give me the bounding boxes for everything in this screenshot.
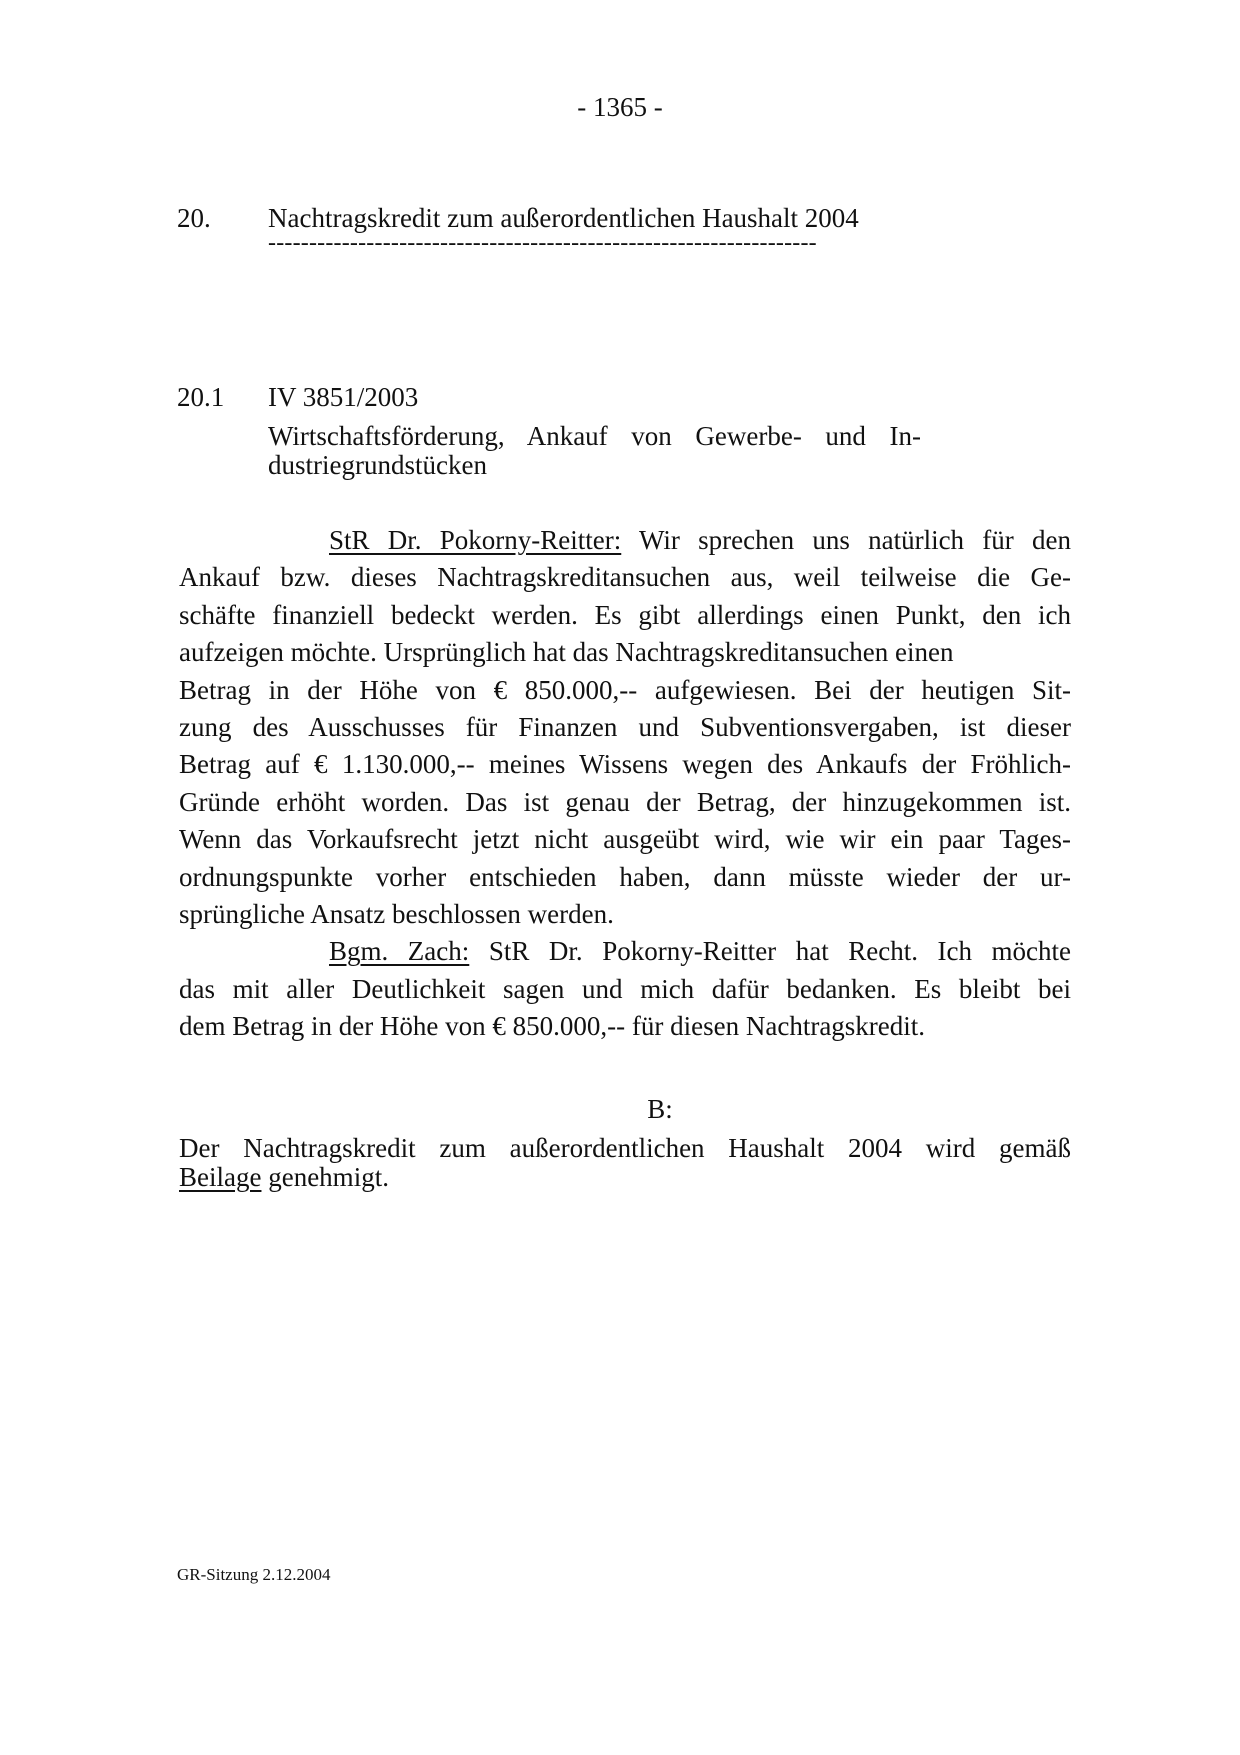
section-divider-rule: ------------------------------------------------------------------- — [268, 230, 817, 256]
section-number: 20. — [177, 203, 211, 233]
decision-line: Der Nachtragskredit zum außerordentlichen Haushalt 2004 wird gemäß — [179, 1133, 1071, 1163]
item-subject — [268, 422, 921, 480]
speech-line — [179, 522, 1071, 559]
speech-line: ordnungspunkte vorher entschieden haben, dann müsste wieder der ur- — [179, 861, 1071, 892]
speech-line: sprüngliche Ansatz beschlossen werden. — [179, 899, 614, 930]
speech-line: zung des Ausschusses für Finanzen und Subventionsvergaben, ist dieser — [179, 712, 1071, 743]
speech-line: aufzeigen möchte. Ursprünglich hat das Nachtragskreditansuchen einen — [179, 637, 954, 668]
speech-line: Gründe erhöht worden. Das ist genau der Betrag, der hinzugekommen ist. — [179, 786, 1071, 817]
decision-label: B: — [647, 1094, 673, 1124]
footer-session-date: GR-Sitzung 2.12.2004 — [177, 1565, 331, 1584]
decision-line-rest: genehmigt. — [261, 1162, 389, 1192]
speech-text: StR Dr. Pokorny-Reitter hat Recht. Ich möchte — [469, 936, 1072, 967]
item-subject-line: dustriegrundstücken — [268, 450, 487, 480]
item-subject-line: Wirtschaftsförderung, Ankauf von Gewerbe- und In- — [268, 421, 921, 451]
minutes-body — [179, 522, 1071, 1046]
decision-line — [179, 1163, 1071, 1192]
speech-line: das mit aller Deutlichkeit sagen und mich dafür bedanken. Es bleibt bei — [179, 973, 1071, 1004]
speech-line: Betrag auf € 1.130.000,-- meines Wissens wegen des Ankaufs der Fröhlich- — [179, 749, 1071, 780]
item-number: 20.1 — [177, 382, 225, 412]
speech-line: dem Betrag in der Höhe von € 850.000,-- für diesen Nachtragskredit. — [179, 1011, 926, 1042]
page-number: - 1365 - — [577, 92, 663, 122]
speech-line: Wenn das Vorkaufsrecht jetzt nicht ausgeübt wird, wie wir ein paar Tages- — [179, 824, 1071, 855]
attachment-reference: Beilage — [179, 1162, 262, 1192]
speech-line — [179, 933, 1071, 970]
speech-line: schäfte finanziell bedeckt werden. Es gibt allerdings einen Punkt, den ich — [179, 599, 1071, 630]
speaker-name: Bgm. Zach: — [329, 936, 470, 967]
speech-line: Betrag in der Höhe von € 850.000,-- aufgewiesen. Bei der heutigen Sit- — [179, 674, 1071, 705]
item-reference: IV 3851/2003 — [268, 382, 419, 412]
speech-line: Ankauf bzw. dieses Nachtragskreditansuchen aus, weil teilweise die Ge- — [179, 562, 1071, 593]
section-title: Nachtragskredit zum außerordentlichen Haushalt 2004 — [268, 203, 859, 233]
speech-text: Wir sprechen uns natürlich für den — [621, 525, 1072, 555]
decision-text — [179, 1134, 1071, 1192]
speaker-name: StR Dr. Pokorny-Reitter: — [329, 525, 622, 555]
